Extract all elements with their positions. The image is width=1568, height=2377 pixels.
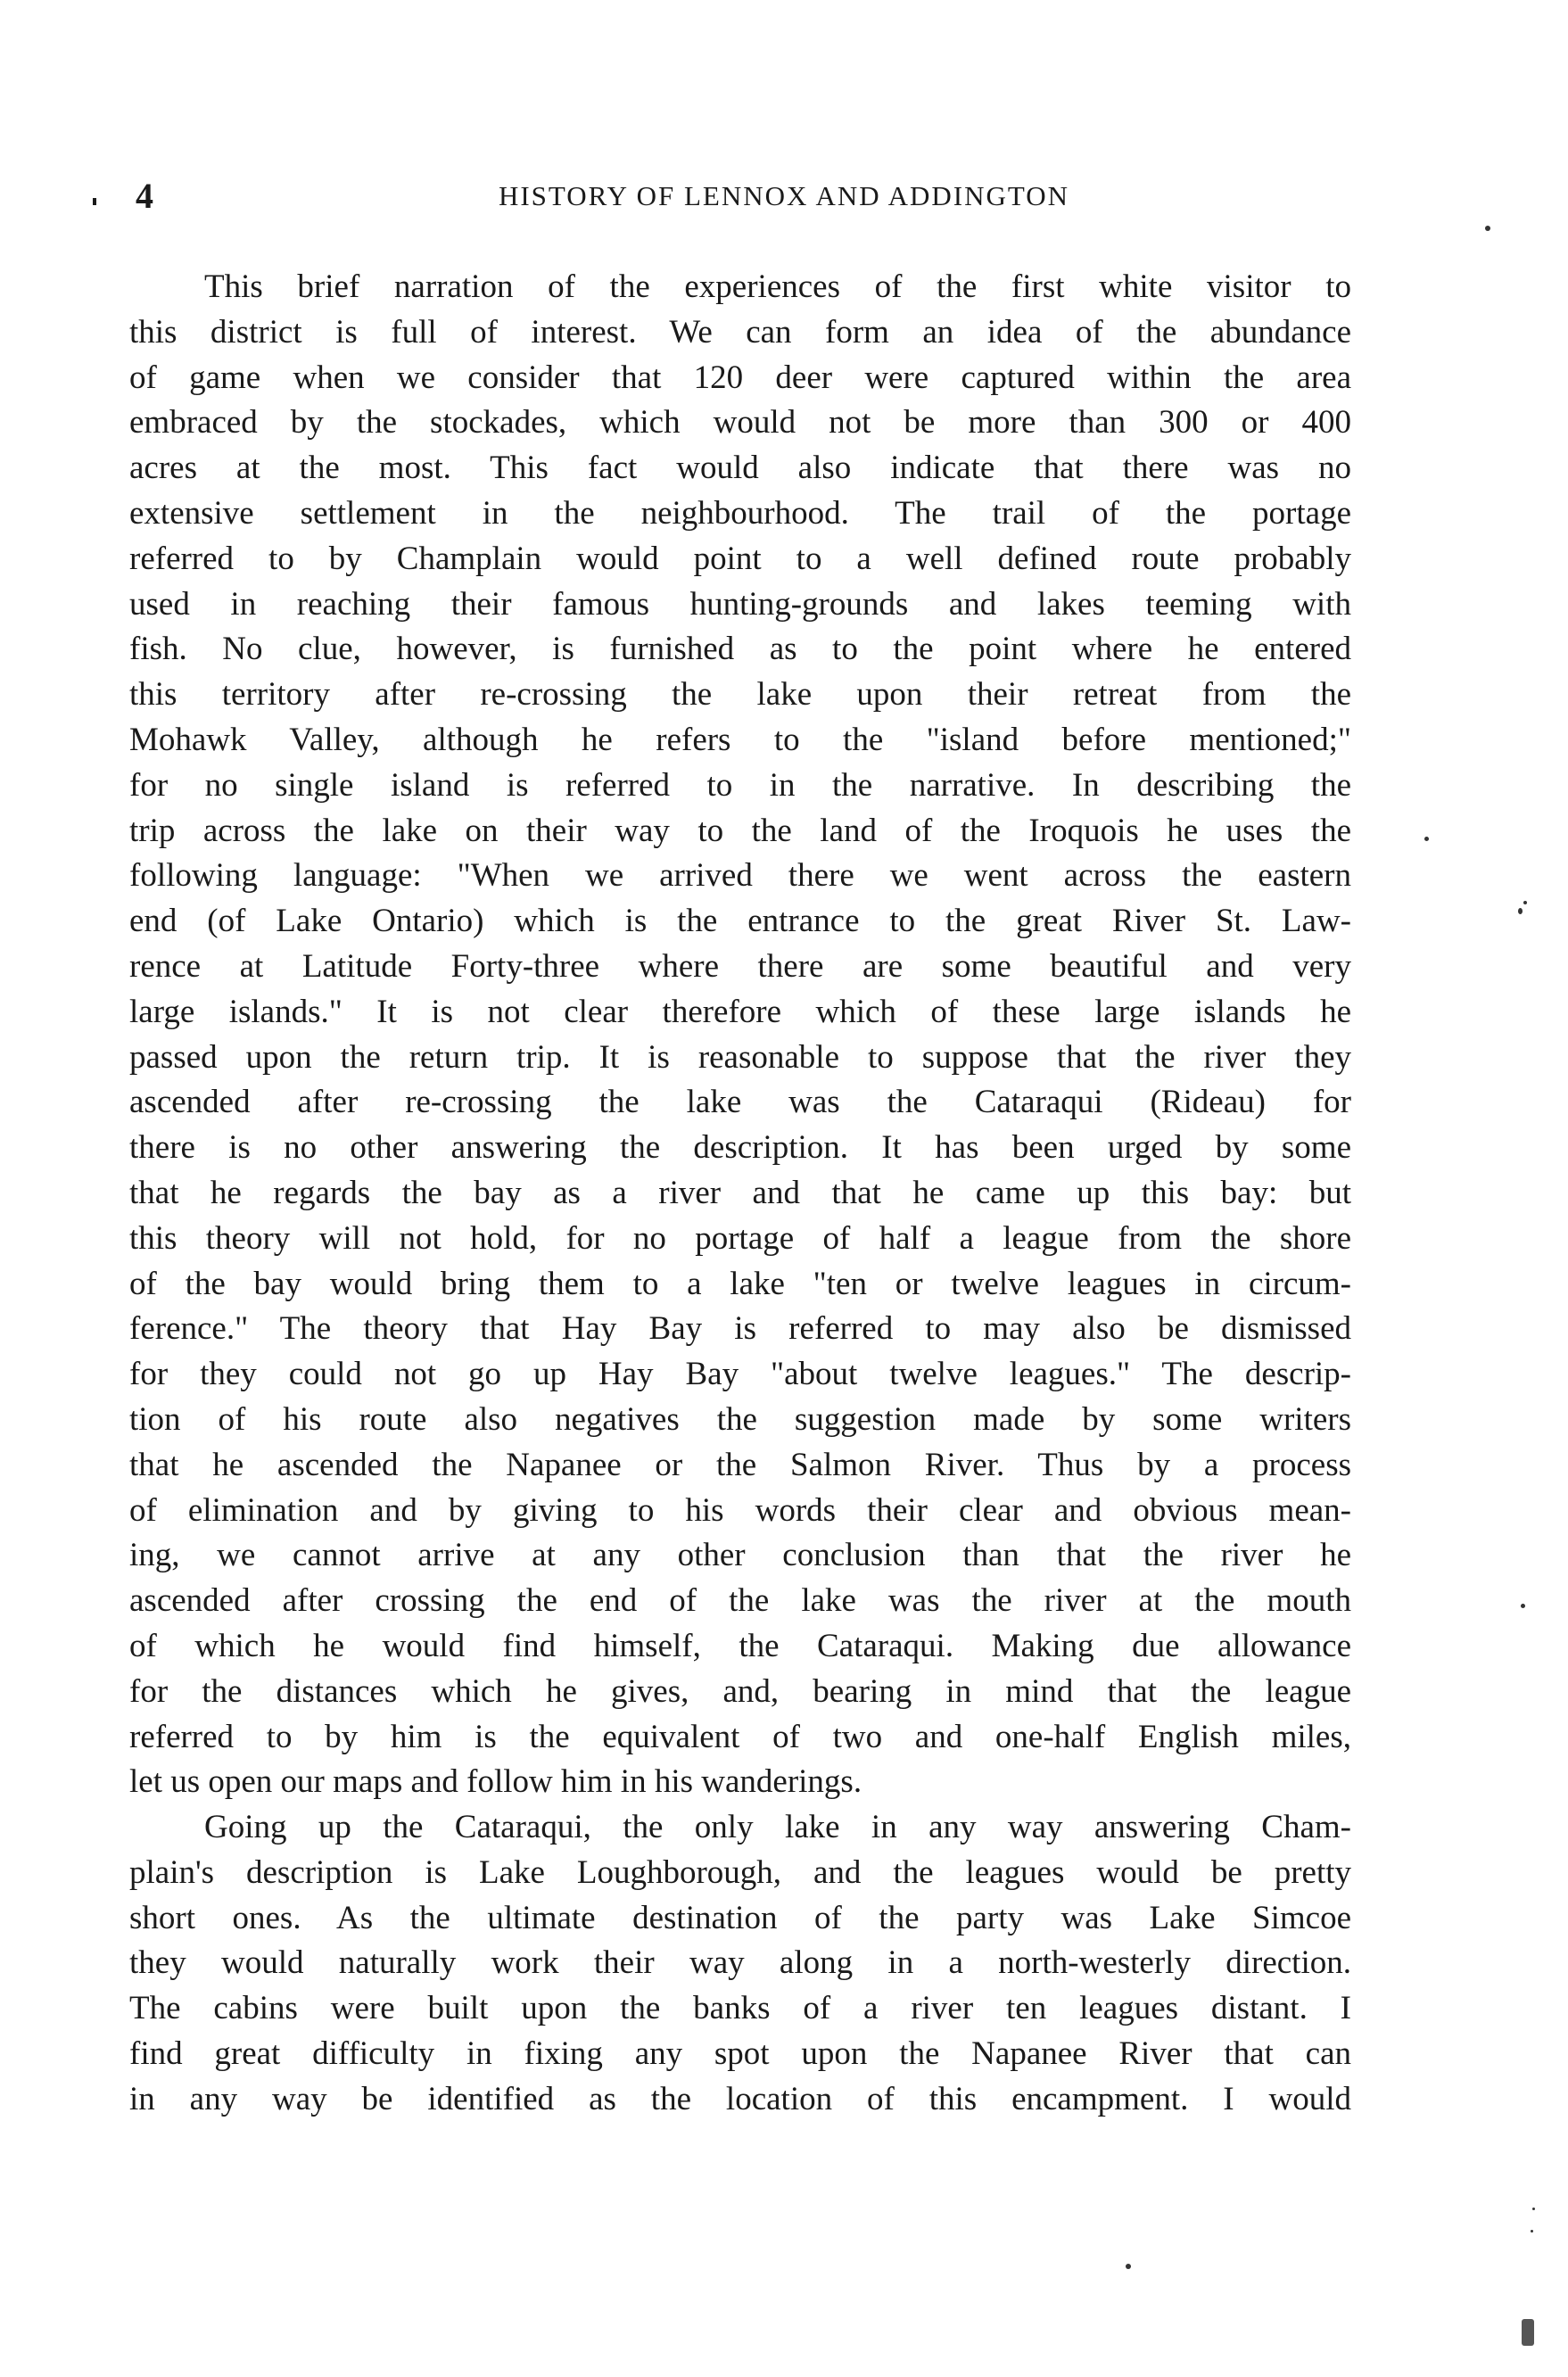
text-line: in any way be identified as the location of this encampment. I would bbox=[129, 2080, 1351, 2117]
text-line: referred to by Champlain would point to a well defined route probably bbox=[129, 540, 1351, 577]
scan-speck bbox=[1523, 901, 1527, 904]
scan-speck bbox=[1531, 2230, 1533, 2233]
text-line: extensive settlement in the neighbourhood. The trail of the portage bbox=[129, 494, 1351, 532]
text-line: for they could not go up Hay Bay "about twelve leagues." The descrip- bbox=[129, 1356, 1351, 1393]
scan-speck bbox=[1532, 2208, 1535, 2210]
text-line: plain's description is Lake Loughborough, and the leagues would be pretty bbox=[129, 1853, 1351, 1891]
text-line: used in reaching their famous hunting-grounds and lakes teeming with bbox=[129, 585, 1351, 623]
text-line: there is no other answering the description. It has been urged by some bbox=[129, 1129, 1351, 1167]
text-line: fish. No clue, however, is furnished as to the point where he entered bbox=[129, 631, 1351, 668]
text-line: this theory will not hold, for no portage of half a league from the shore bbox=[129, 1219, 1351, 1257]
text-line: of which he would find himself, the Cataraqui. Making due allowance bbox=[129, 1627, 1351, 1664]
text-line: that he ascended the Napanee or the Salmon River. Thus by a process bbox=[129, 1446, 1351, 1483]
text-line: passed upon the return trip. It is reasonable to suppose that the river they bbox=[129, 1038, 1351, 1076]
text-line: end (of Lake Ontario) which is the entrance to the great River St. Law- bbox=[129, 903, 1351, 940]
text-line: ascended after crossing the end of the lake was the river at the mouth bbox=[129, 1582, 1351, 1620]
text-line: embraced by the stockades, which would not be more than 300 or 400 bbox=[129, 404, 1351, 442]
text-line: acres at the most. This fact would also indicate that there was no bbox=[129, 450, 1351, 487]
text-line: this district is full of interest. We can form an idea of the abundance bbox=[129, 313, 1351, 351]
scan-speck bbox=[1126, 2264, 1131, 2269]
text-line: The cabins were built upon the banks of a river ten leagues distant. I bbox=[129, 1990, 1351, 2027]
text-line: rence at Latitude Forty-three where there are some beautiful and very bbox=[129, 947, 1351, 985]
body-text bbox=[129, 265, 1351, 2123]
running-head bbox=[0, 178, 1568, 214]
text-line: short ones. As the ultimate destination of the party was Lake Simcoe bbox=[129, 1899, 1351, 1936]
scan-speck bbox=[1485, 226, 1490, 231]
page-number: 4 bbox=[136, 176, 153, 216]
text-line: Going up the Cataraqui, the only lake in any way answering Cham- bbox=[204, 1809, 1351, 1846]
text-line: they would naturally work their way along in a north-westerly direction. bbox=[129, 1944, 1351, 1982]
text-line: of the bay would bring them to a lake "ten or twelve leagues in circum- bbox=[129, 1265, 1351, 1302]
text-line: tion of his route also negatives the suggestion made by some writers bbox=[129, 1400, 1351, 1438]
text-line: that he regards the bay as a river and that he came up this bay: but bbox=[129, 1174, 1351, 1211]
scan-speck bbox=[1521, 1604, 1525, 1608]
running-title: HISTORY OF LENNOX AND ADDINGTON bbox=[498, 180, 1070, 211]
scan-speck bbox=[1522, 2319, 1534, 2346]
text-line: of elimination and by giving to his words their clear and obvious mean- bbox=[129, 1491, 1351, 1529]
text-line: ing, we cannot arrive at any other conclusion than that the river he bbox=[129, 1537, 1351, 1574]
text-line: let us open our maps and follow him in his wanderings. bbox=[129, 1763, 862, 1801]
text-line: find great difficulty in fixing any spot upon the Napanee River that can bbox=[129, 2035, 1351, 2073]
text-line: of game when we consider that 120 deer were captured within the area bbox=[129, 359, 1351, 396]
text-line: for the distances which he gives, and, bearing in mind that the league bbox=[129, 1672, 1351, 1710]
text-line: for no single island is referred to in the narrative. In describing the bbox=[129, 766, 1351, 804]
text-line: referred to by him is the equivalent of two and one-half English miles, bbox=[129, 1718, 1351, 1755]
text-line: ascended after re-crossing the lake was the Cataraqui (Rideau) for bbox=[129, 1084, 1351, 1121]
text-line: ference." The theory that Hay Bay is referred to may also be dismissed bbox=[129, 1310, 1351, 1348]
scan-speck bbox=[1424, 837, 1429, 841]
text-line: this territory after re-crossing the lake upon their retreat from the bbox=[129, 676, 1351, 714]
text-line: following language: "When we arrived there we went across the eastern bbox=[129, 857, 1351, 895]
text-line: trip across the lake on their way to the land of the Iroquois he uses the bbox=[129, 812, 1351, 849]
text-line: This brief narration of the experiences of the first white visitor to bbox=[204, 268, 1351, 305]
text-line: large islands." It is not clear therefore which of these large islands he bbox=[129, 993, 1351, 1030]
scan-speck bbox=[1518, 908, 1523, 914]
text-line: Mohawk Valley, although he refers to the "island before mentioned;" bbox=[129, 721, 1351, 758]
